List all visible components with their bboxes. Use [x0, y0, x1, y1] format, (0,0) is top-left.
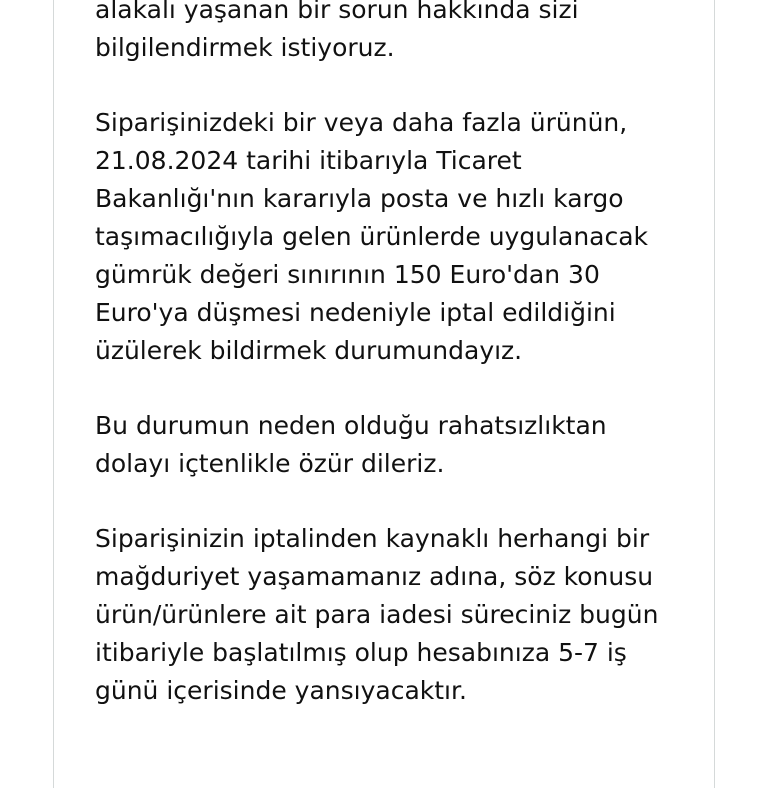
paragraph-intro: alakalı yaşanan bir sorun hakkında sizi bilgilendirmek istiyoruz. [95, 0, 579, 62]
email-message-card [53, 0, 715, 788]
paragraph-cancellation-reason: Siparişinizdeki bir veya daha fazla ürünün, 21.08.2024 tarihi itibarıyla Ticaret Bakanlığı'nın kararıyla posta ve hızlı kargo taşımacılığıyla gelen ürünlerde uygulanacak gümrük değeri sınırının 150 Euro'dan 30 Euro'ya düşmesi nedeniyle iptal edildiğini üzülerek bildirmek durumundayız. [95, 108, 649, 365]
paragraph-apology: Bu durumun neden olduğu rahatsızlıktan dolayı içtenlikle özür dileriz. [95, 411, 607, 478]
paragraph-refund-info: Siparişinizin iptalinden kaynaklı herhangi bir mağduriyet yaşamamanız adına, söz konusu ürün/ürünlere ait para iadesi süreciniz bugün itibariyle başlatılmış olup hesabınıza 5-7 iş günü içerisinde yansıyacaktır. [95, 524, 659, 705]
